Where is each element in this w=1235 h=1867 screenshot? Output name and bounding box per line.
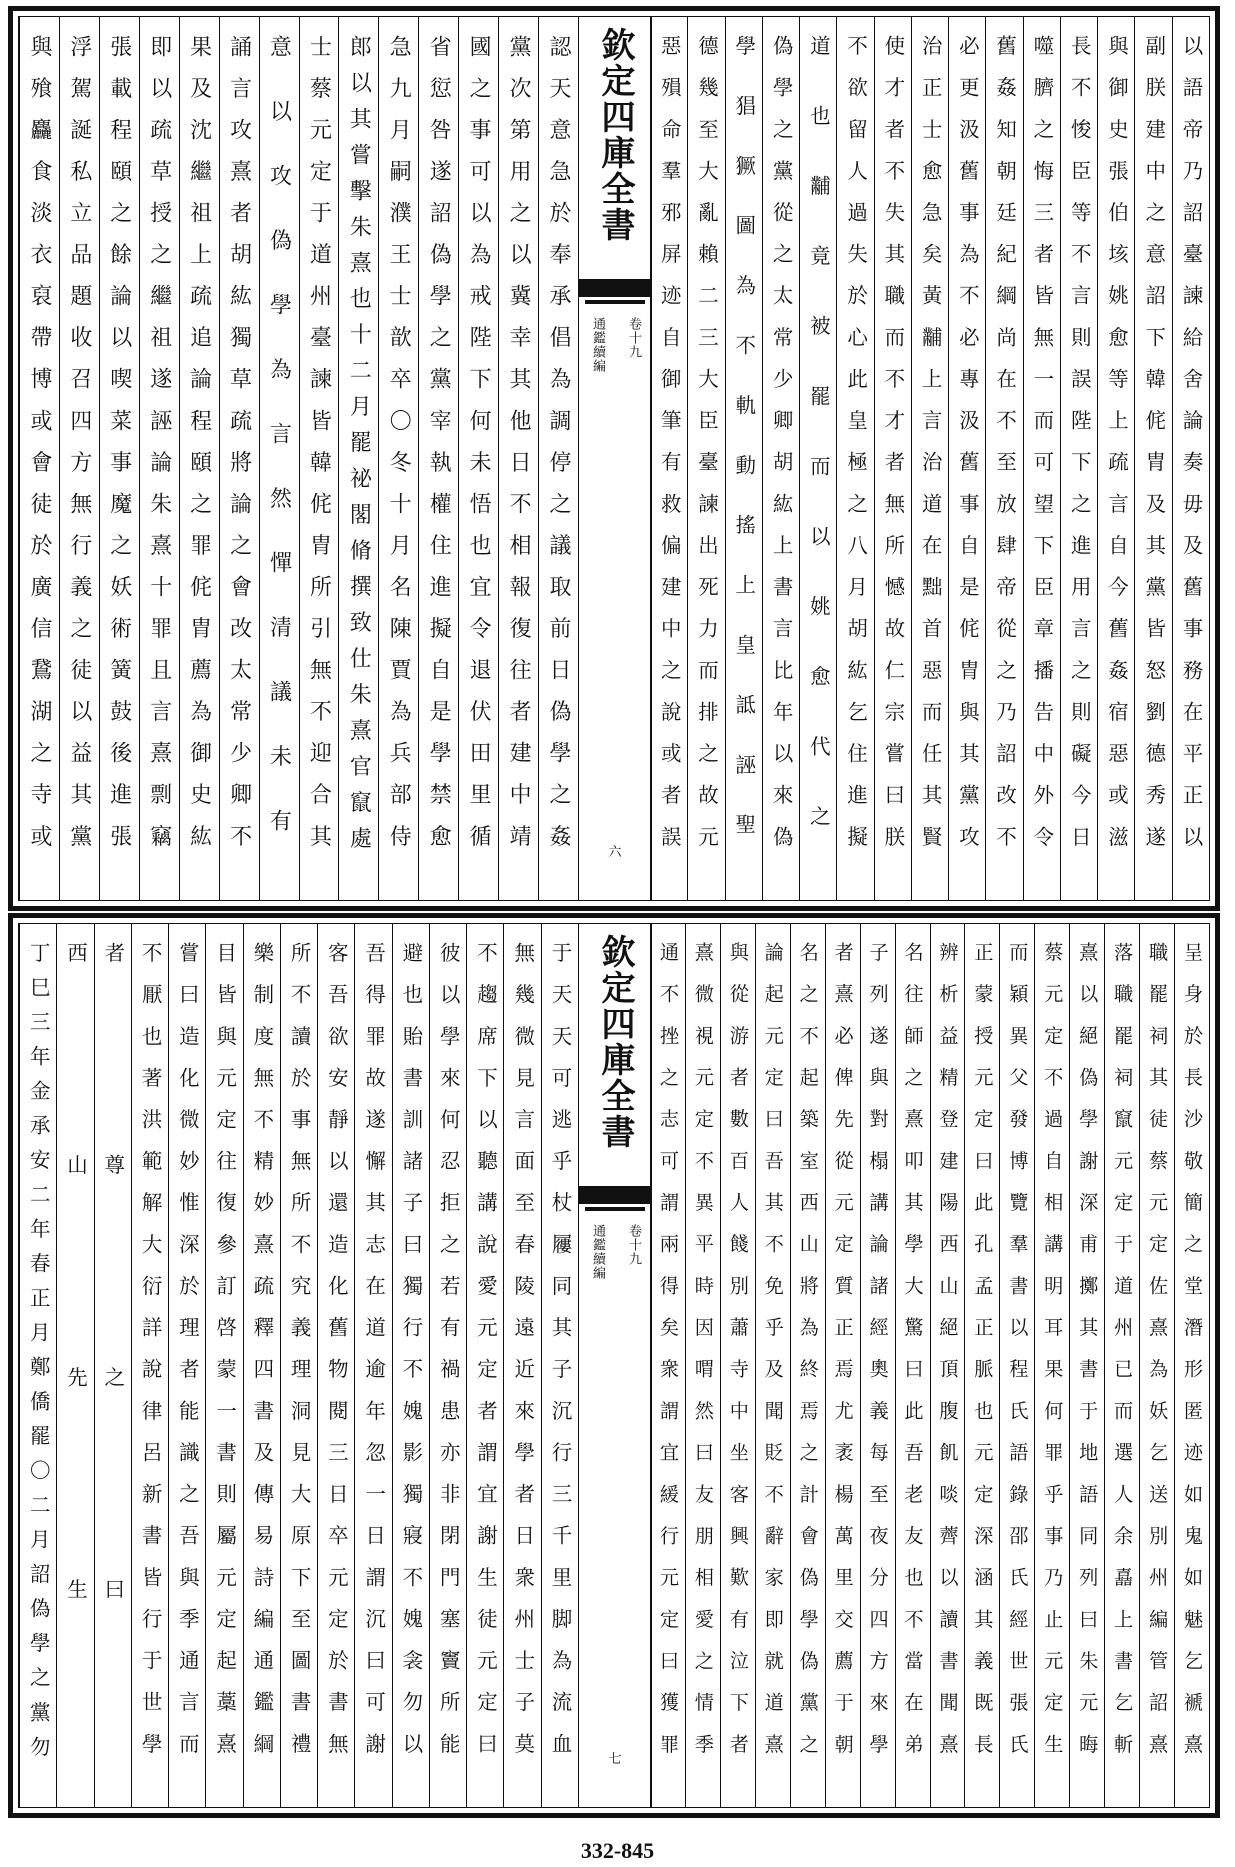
text-column: 即以疏草授之繼祖遂誣論朱熹十罪且言熹剽竊 [139,17,179,900]
text-column: 不趨席下以聽講說愛元定者謂宜謝生徒元定曰 [466,924,503,1807]
volume-label: 卷十九 [626,1224,641,1266]
text-column: 意以攻偽學為言然憚清議未有 [259,17,299,900]
text-column: 西山先生 [56,924,93,1807]
text-column: 辨析益精登建陽西山絕頂腹飢啖薺以讀書聞熹 [930,924,965,1807]
page-number: 332-845 [580,1838,655,1863]
text-column: 認天意急於奉承倡為調停之議取前日偽學之姦 [538,17,578,900]
text-column: 彼以學來何忍拒之若有禍患亦非閉門塞竇所能 [429,924,466,1807]
text-column: 德幾至大亂賴二三大臣臺諫出死力而排之故元 [687,17,724,900]
text-column: 治正士愈急矣黃黼上言治道在黜首惡而任其賢 [911,17,948,900]
text-column: 樂制度無不精妙熹疏釋四書及傳易詩編通鑑綱 [243,924,280,1807]
text-column: 于天天可逃乎杖屨同其子沉行三千里脚為流血 [541,924,578,1807]
text-column: 急九月嗣濮王士歆卒〇冬十月名陳賈為兵部侍 [378,17,418,900]
text-column: 與御史張伯垓姚愈等上疏言自今舊姦宿惡或滋 [1097,17,1134,900]
folio-number: 七 [608,1752,622,1767]
text-column: 必更汲舊事為不必專汲舊事自是侂胄與其黨攻 [948,17,985,900]
text-column: 呈身於長沙敬簡之堂潛形匿迹如鬼如魅乞褫熹 [1174,924,1209,1807]
text-column: 落職罷祠竄元定于道州已而選人余嚞上書乞斬 [1104,924,1139,1807]
work-title: 通鑑續編 [590,317,605,373]
text-column: 熹微視元定不異平時因喟然曰友朋相愛之情季 [685,924,720,1807]
running-title: 欽定四庫全書 [595,934,635,1150]
page-panel-top [8,6,1220,911]
text-column: 無幾微見言面至春陵遠近來學者日衆州士子莫 [503,924,540,1807]
fishtail-mark [579,1186,651,1204]
text-column: 正蒙授元定曰此孔孟正脈也元定深涵其義既長 [964,924,999,1807]
text-column: 不欲留人過失於心此皇極之八月胡紘乞住進擬 [836,17,873,900]
text-column: 者尊之曰 [94,924,131,1807]
text-column: 噬臍之悔三者皆無一而可望下臣章播告中外令 [1023,17,1060,900]
text-column: 郎以其嘗擊朱熹也十二月罷祕閣脩撰致仕朱熹官竄處 [338,17,378,900]
page-panel-bottom [8,913,1220,1818]
text-column: 而穎異父發博覽羣書以程氏語錄邵氏經世張氏 [999,924,1034,1807]
text-column: 名之不起築室西山將為終焉之計會偽學偽黨之 [790,924,825,1807]
text-column: 所不讀於事無所不究義理洞見大原下至圖書禮 [280,924,317,1807]
scanned-sheet [8,0,1220,1830]
text-column: 學猖獗圖為不軌動搖上皇詆誣聖 [725,17,762,900]
center-fold [578,17,652,900]
text-column: 丁巳三年金承安二年春正月鄭僑罷〇二月詔偽學之黨勿 [19,924,56,1807]
text-column: 目皆與元定往復參訂啓蒙一書則屬元定起藁熹 [205,924,242,1807]
text-column: 吾得罪故遂懈其志在道逾年忽一日謂沉曰可謝 [354,924,391,1807]
text-column: 職罷祠其徒蔡元定佐熹為妖乞送別州編管詔熹 [1139,924,1174,1807]
text-column: 與飱麤食淡衣裒帶博或會徒於廣信鵞湖之寺或 [19,17,59,900]
text-column: 使才者不失其職而不才者無所憾故仁宗嘗曰朕 [874,17,911,900]
center-fold [578,924,652,1807]
text-column: 偽學之黨從之太常少卿胡紘上書言比年以來偽 [762,17,799,900]
text-column: 國之事可以為戒陛下何未悟也宜令退伏田里循 [458,17,498,900]
text-column: 士蔡元定于道州臺諫皆韓侂胄所引無不迎合其 [299,17,339,900]
text-column: 熹以絕偽學謝深甫擲其書于地語同列曰朱元晦 [1069,924,1104,1807]
text-column: 不厭也著洪範解大衍詳說律呂新書皆行于世學 [131,924,168,1807]
text-column: 論起元定曰吾其不免乎及聞貶不辭家即就道熹 [755,924,790,1807]
fishtail-mark [579,279,651,297]
text-column: 長不悛臣等不言則誤陛下之進用言之則礙今日 [1060,17,1097,900]
text-column: 浮駕誕私立品題收召四方無行義之徒以益其黨 [59,17,99,900]
text-column: 副朕建中之意詔下韓侂胄及其黨皆怒劉德秀遂 [1134,17,1171,900]
fishtail-rule [585,1207,645,1211]
text-column: 黨次第用之以冀幸其他日不相報復往者建中靖 [498,17,538,900]
text-column: 避也貽書訓諸子曰獨行不媿影獨寢不媿衾勿以 [392,924,429,1807]
work-title: 通鑑續編 [590,1224,605,1280]
text-column: 以語帝乃詔臺諫給舍論奏毋及舊事務在平正以 [1172,17,1209,900]
text-column: 者熹必俾先從元定質正焉尤袤楊萬里交薦于朝 [825,924,860,1807]
text-column: 名往師之熹叩其學大驚曰此吾老友也不當在弟 [895,924,930,1807]
text-column: 誦言攻熹者胡紘獨草疏將論之會改太常少卿不 [219,17,259,900]
text-column: 客吾欲安靜以還造化舊物閱三日卒元定於書無 [317,924,354,1807]
text-column: 果及沈繼祖上疏追論程頤之罪侂胄薦為御史紘 [179,17,219,900]
text-column: 惡殞命羣邪屏迹自御筆有救偏建中之說或者誤 [650,17,687,900]
volume-label: 卷十九 [626,317,641,359]
text-column: 嘗曰造化微妙惟深於理者能識之吾與季通言而 [168,924,205,1807]
text-column: 道也黼竟被罷而以姚愈代之 [799,17,836,900]
text-column: 蔡元定不過自相講明耳果何罪乎事乃止元定生 [1034,924,1069,1807]
text-column: 省愆咎遂詔偽學之黨宰執權住進擬自是學禁愈 [418,17,458,900]
text-column: 通不挫之志可謂兩得矣衆謂宜緩行元定曰獲罪 [650,924,685,1807]
text-column: 與從游者數百人餞別蕭寺中坐客興歎有泣下者 [720,924,755,1807]
text-column: 舊姦知朝廷紀綱尚在不至放肆帝從之乃詔改不 [985,17,1022,900]
running-title: 欽定四庫全書 [595,27,635,243]
text-column: 張載程頤之餘論以喫菜事魔之妖術簧鼓後進張 [99,17,139,900]
fold-caption [579,317,651,373]
fishtail-rule [585,300,645,304]
text-column: 子列遂與對榻講論諸經奧義每至夜分四方來學 [860,924,895,1807]
fold-caption [579,1224,651,1280]
folio-number: 六 [608,845,622,860]
